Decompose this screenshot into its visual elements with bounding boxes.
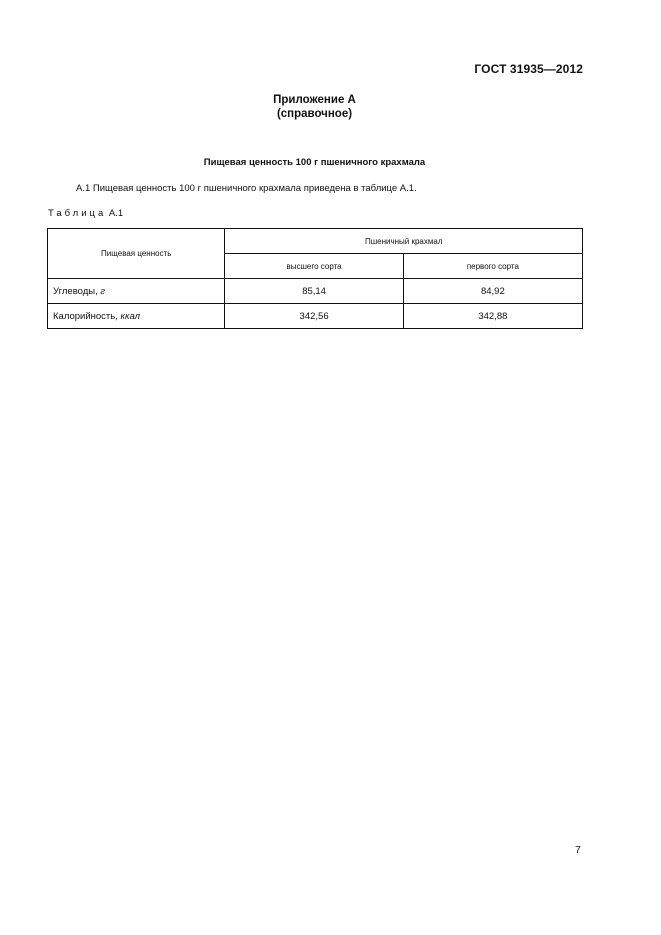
table-row	[48, 304, 583, 329]
header-first-grade: первого сорта	[403, 254, 582, 279]
cell-calories-first: 342,88	[403, 304, 582, 329]
row-unit: ккал	[120, 310, 141, 322]
table-header-row	[48, 229, 583, 254]
row-unit: г	[100, 285, 106, 297]
annex-subtitle: (справочное)	[276, 108, 353, 120]
table-label-word: Таблица	[48, 208, 107, 219]
nutrition-table	[47, 228, 583, 329]
row-name: Калорийность,	[53, 310, 118, 322]
table-row	[48, 279, 583, 304]
section-title: Пищевая ценность 100 г пшеничного крахмала	[203, 157, 426, 168]
annex-title: Приложение А	[273, 94, 356, 106]
row-label-calories	[48, 304, 225, 329]
table-label-number: А.1	[108, 208, 124, 219]
row-name: Углеводы,	[53, 285, 98, 297]
page-number: 7	[575, 844, 581, 856]
annex-heading	[0, 93, 629, 121]
header-premium-grade: высшего сорта	[225, 254, 403, 279]
paragraph-a1: А.1 Пищевая ценность 100 г пшеничного крахмала приведена в таблице А.1.	[76, 183, 417, 194]
cell-calories-premium: 342,56	[225, 304, 403, 329]
row-label-carbohydrates	[48, 279, 225, 304]
header-nutrition-value: Пищевая ценность	[48, 229, 225, 279]
header-wheat-starch: Пшеничный крахмал	[225, 229, 583, 254]
document-standard-id: ГОСТ 31935—2012	[474, 62, 583, 76]
table-label	[48, 208, 123, 219]
cell-carbohydrates-first: 84,92	[403, 279, 582, 304]
cell-carbohydrates-premium: 85,14	[225, 279, 403, 304]
